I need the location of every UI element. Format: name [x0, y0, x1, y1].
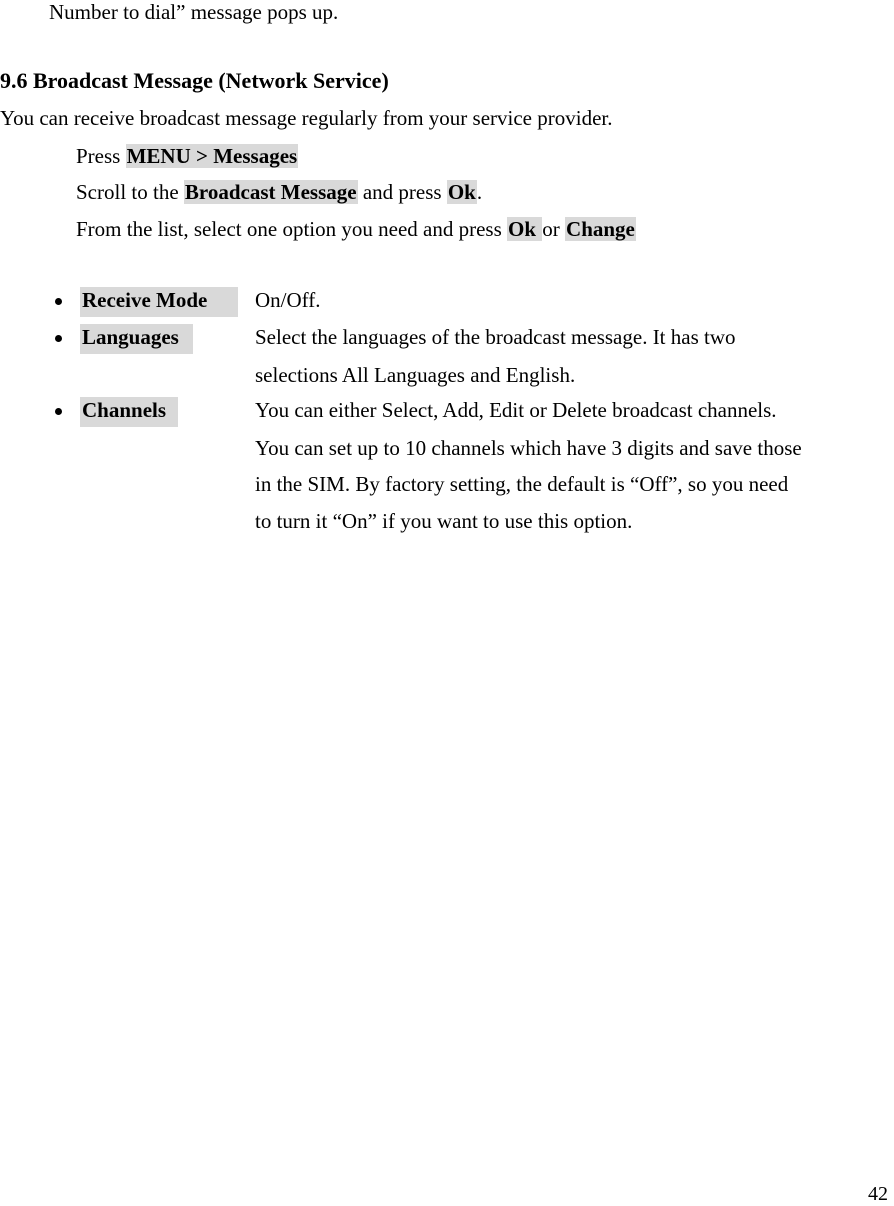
option-desc-languages-line-1: Select the languages of the broadcast message. It has two: [255, 325, 736, 349]
change-key: Change: [566, 217, 635, 241]
section-summary: You can receive broadcast message regularly from your service provider.: [0, 106, 613, 130]
intro-line: Number to dial” message pops up.: [49, 0, 339, 24]
step-3: [76, 217, 636, 242]
bullet-icon: [55, 408, 62, 415]
broadcast-message-key: Broadcast Message: [184, 180, 357, 204]
option-desc-channels-line-4: to turn it “On” if you want to use this option.: [255, 509, 633, 533]
step-2-end: .: [476, 180, 483, 204]
option-term-languages: Languages: [82, 325, 179, 349]
bullet-icon: [55, 335, 62, 342]
step-2-text: Scroll to the: [76, 180, 184, 204]
option-desc-channels-line-3: in the SIM. By factory setting, the default is “Off”, so you need: [255, 472, 789, 496]
step-3-mid: or: [542, 217, 566, 241]
step-1-text: Press: [76, 144, 126, 168]
step-2-mid: and press: [357, 180, 447, 204]
page-number: 42: [868, 1183, 888, 1205]
option-desc-receive-mode: On/Off.: [255, 288, 321, 312]
option-term-receive-mode: Receive Mode: [82, 288, 208, 312]
ok-key: Ok: [447, 180, 476, 204]
option-desc-channels-line-2: You can set up to 10 channels which have 3 digits and save those: [255, 436, 802, 460]
option-desc-languages-line-2: selections All Languages and English.: [255, 363, 576, 387]
option-desc-channels-line-1: You can either Select, Add, Edit or Delete broadcast channels.: [255, 398, 777, 422]
option-term-channels: Channels: [82, 398, 167, 422]
ok-key: Ok: [508, 217, 542, 241]
menu-messages-key: MENU > Messages: [126, 144, 298, 168]
step-1: [76, 144, 298, 169]
step-3-text: From the list, select one option you need and press: [76, 217, 508, 241]
step-2: [76, 180, 482, 205]
section-heading: 9.6 Broadcast Message (Network Service): [0, 68, 389, 93]
bullet-icon: [55, 298, 62, 305]
